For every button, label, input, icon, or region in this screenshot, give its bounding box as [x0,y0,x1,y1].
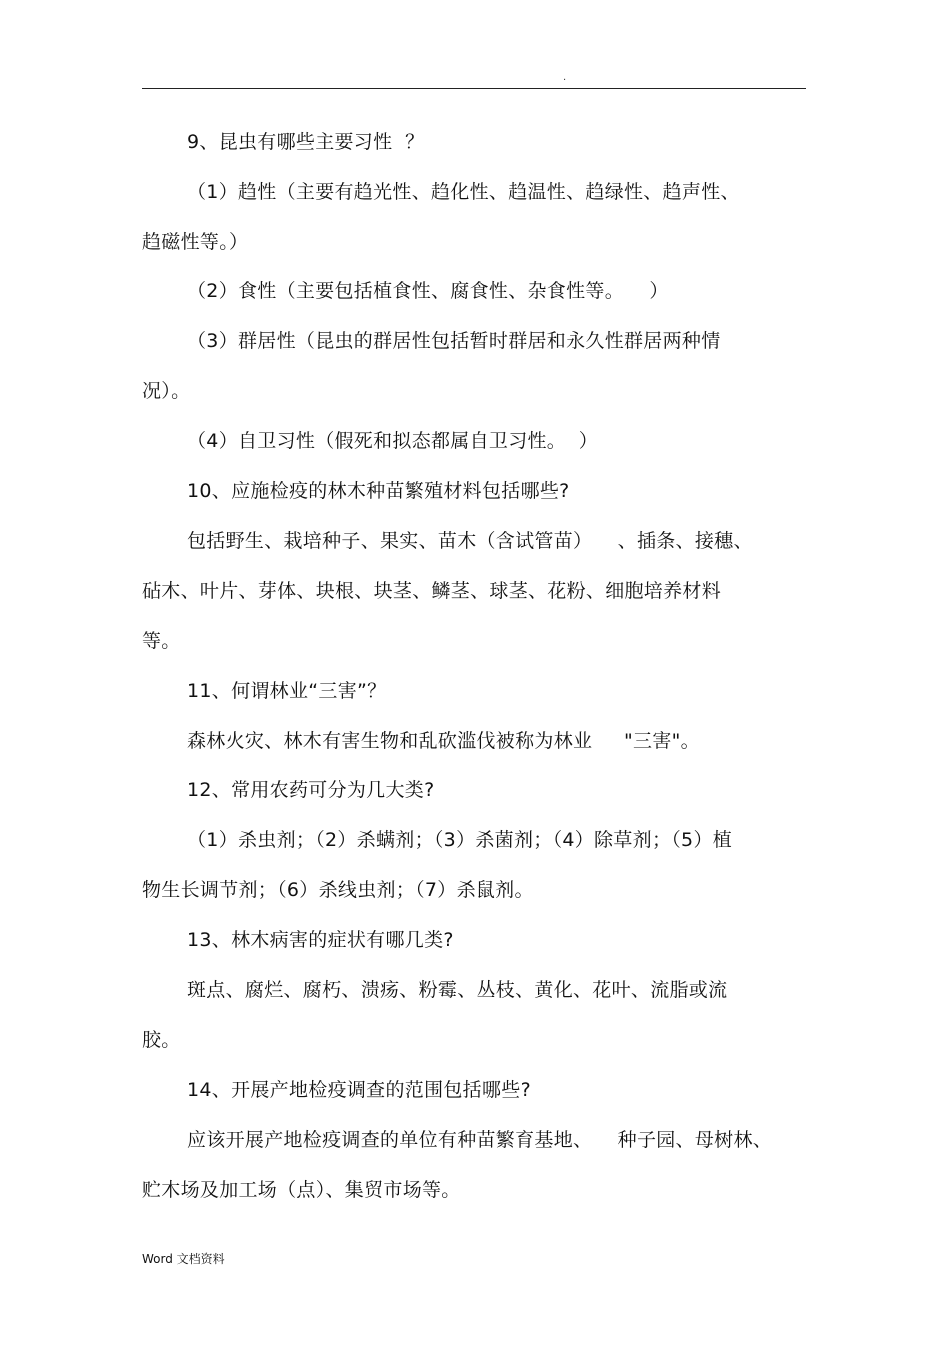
answer-9-item-1-cont: 趋磁性等。） [142,231,249,253]
answer-9-item-3-cont: 况）。 [142,380,191,402]
answer-10-cont-2: 等。 [142,630,181,652]
header-mark: . [563,72,567,83]
answer-9-item-3: （3）群居性（昆虫的群居性包括暂时群居和永久性群居两种情 [187,330,721,352]
answer-12-cont: 物生长调节剂；（6）杀线虫剂；（7）杀鼠剂。 [142,879,534,901]
answer-12: （1）杀虫剂；（2）杀螨剂；（3）杀菌剂；（4）除草剂；（5）植 [187,829,733,851]
answer-13: 斑点、腐烂、腐朽、溃疡、粉霉、丛枝、黄化、花叶、流脂或流 [187,979,728,1001]
question-14: 14、开展产地检疫调查的范围包括哪些? [187,1079,531,1101]
question-12: 12、常用农药可分为几大类? [187,779,435,801]
question-13: 13、林木病害的症状有哪几类? [187,929,454,951]
answer-9-item-4: （4）自卫习性（假死和拟态都属自卫习性。 ） [187,430,599,452]
question-11: 11、何谓林业“三害”？ [187,680,387,702]
answer-9-item-2: （2）食性（主要包括植食性、腐食性、杂食性等。 ） [187,280,669,302]
answer-14-cont: 贮木场及加工场（点）、集贸市场等。 [142,1179,461,1201]
answer-10: 包括野生、栽培种子、果实、苗木（含试管苗） 、插条、接穗、 [187,530,753,552]
answer-9-item-1: （1）趋性（主要有趋光性、趋化性、趋温性、趋绿性、趋声性、 [187,181,740,203]
answer-11: 森林火灾、林木有害生物和乱砍滥伐被称为林业 "三害"。 [187,730,700,752]
answer-13-cont: 胶。 [142,1029,181,1051]
question-9: 9、昆虫有哪些主要习性 ？ [187,131,425,153]
header-rule [142,88,806,89]
footer-label: Word 文档资料 [142,1252,225,1266]
answer-14: 应该开展产地检疫调查的单位有种苗繁育基地、 种子园、母树林、 [187,1129,773,1151]
question-10: 10、应施检疫的林木种苗繁殖材料包括哪些? [187,480,570,502]
answer-10-cont-1: 砧木、叶片、芽体、块根、块茎、鳞茎、球茎、花粉、细胞培养材料 [142,580,722,602]
